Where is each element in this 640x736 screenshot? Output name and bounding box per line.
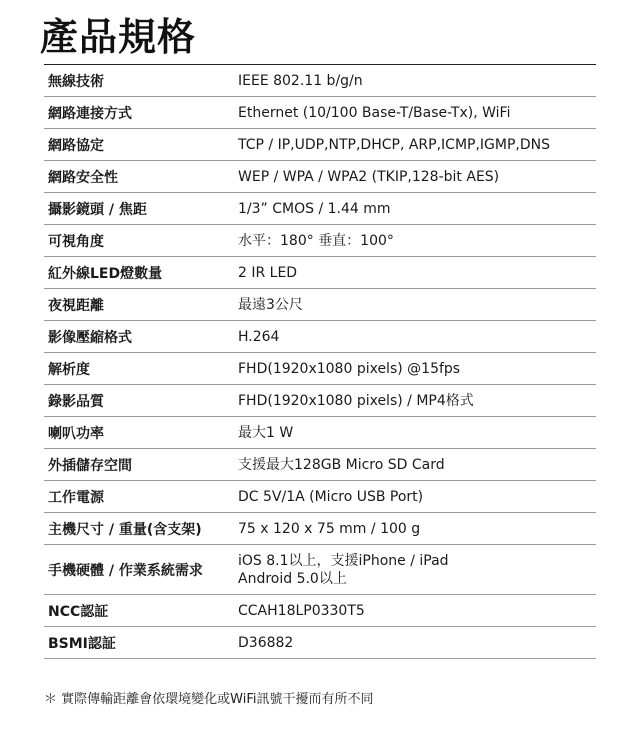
spec-row-wireless (44, 65, 596, 97)
spec-row-bsmi (44, 627, 596, 659)
spec-value: DC 5V/1A (Micro USB Port) (238, 488, 424, 505)
spec-row-security (44, 161, 596, 193)
spec-table (44, 64, 596, 659)
spec-row-resolution (44, 353, 596, 385)
spec-row-storage (44, 449, 596, 481)
spec-row-connection (44, 97, 596, 129)
spec-value: H.264 (238, 328, 280, 345)
spec-label: 夜視距離 (48, 297, 104, 314)
spec-label: 紅外線LED燈數量 (48, 265, 163, 282)
footnote: ＊ 實際傳輸距離會依環境變化或WiFi訊號干擾而有所不同 (44, 692, 374, 707)
spec-value (238, 552, 596, 588)
spec-row-night-vision (44, 289, 596, 321)
spec-label: 解析度 (48, 361, 90, 378)
spec-label: 網路協定 (48, 137, 104, 154)
spec-value: WEP / WPA / WPA2 (TKIP,128-bit AES) (238, 168, 500, 185)
spec-value: CCAH18LP0330T5 (238, 602, 365, 619)
spec-label: 網路安全性 (48, 169, 118, 186)
spec-row-lens (44, 193, 596, 225)
spec-value: 支援最大128GB Micro SD Card (238, 456, 445, 473)
spec-value: TCP / IP,UDP,NTP,DHCP, ARP,ICMP,IGMP,DNS (238, 136, 551, 153)
spec-row-speaker (44, 417, 596, 449)
spec-label: 可視角度 (48, 233, 104, 250)
spec-row-requirements (44, 545, 596, 595)
spec-label: 錄影品質 (48, 393, 104, 410)
spec-row-recording (44, 385, 596, 417)
spec-value: 最遠3公尺 (238, 296, 303, 313)
spec-row-dimensions (44, 513, 596, 545)
spec-label: NCC認証 (48, 603, 109, 620)
spec-row-protocol (44, 129, 596, 161)
spec-row-compression (44, 321, 596, 353)
spec-label: 工作電源 (48, 489, 104, 506)
spec-row-ir-led (44, 257, 596, 289)
spec-value: 2 IR LED (238, 264, 298, 281)
spec-label: 主機尺寸 / 重量(含支架) (48, 521, 202, 538)
spec-label: 攝影鏡頭 / 焦距 (48, 201, 147, 218)
spec-value: 75 x 120 x 75 mm / 100 g (238, 520, 421, 537)
spec-value-line: iOS 8.1以上，支援iPhone / iPad (238, 552, 449, 569)
spec-row-ncc (44, 595, 596, 627)
spec-label: 外插儲存空間 (48, 457, 132, 474)
spec-label: 喇叭功率 (48, 425, 104, 442)
spec-value-line: Android 5.0以上 (238, 570, 347, 587)
spec-row-view-angle (44, 225, 596, 257)
spec-value: FHD(1920x1080 pixels) / MP4格式 (238, 392, 474, 409)
spec-label: 影像壓縮格式 (48, 329, 132, 346)
spec-value: 水平：180° 垂直：100° (238, 232, 394, 249)
spec-label: BSMI認証 (48, 635, 116, 652)
page-title: 產品規格 (40, 15, 197, 59)
spec-row-power (44, 481, 596, 513)
spec-value: FHD(1920x1080 pixels) @15fps (238, 360, 461, 377)
spec-label: 無線技術 (48, 73, 104, 90)
spec-value: 最大1 W (238, 424, 294, 441)
spec-label: 手機硬體 / 作業系統需求 (48, 562, 203, 579)
spec-label: 網路連接方式 (48, 105, 132, 122)
spec-value: 1/3” CMOS / 1.44 mm (238, 200, 391, 217)
spec-value: Ethernet (10/100 Base-T/Base-Tx), WiFi (238, 104, 511, 121)
spec-value: D36882 (238, 634, 294, 651)
spec-value: IEEE 802.11 b/g/n (238, 72, 363, 89)
